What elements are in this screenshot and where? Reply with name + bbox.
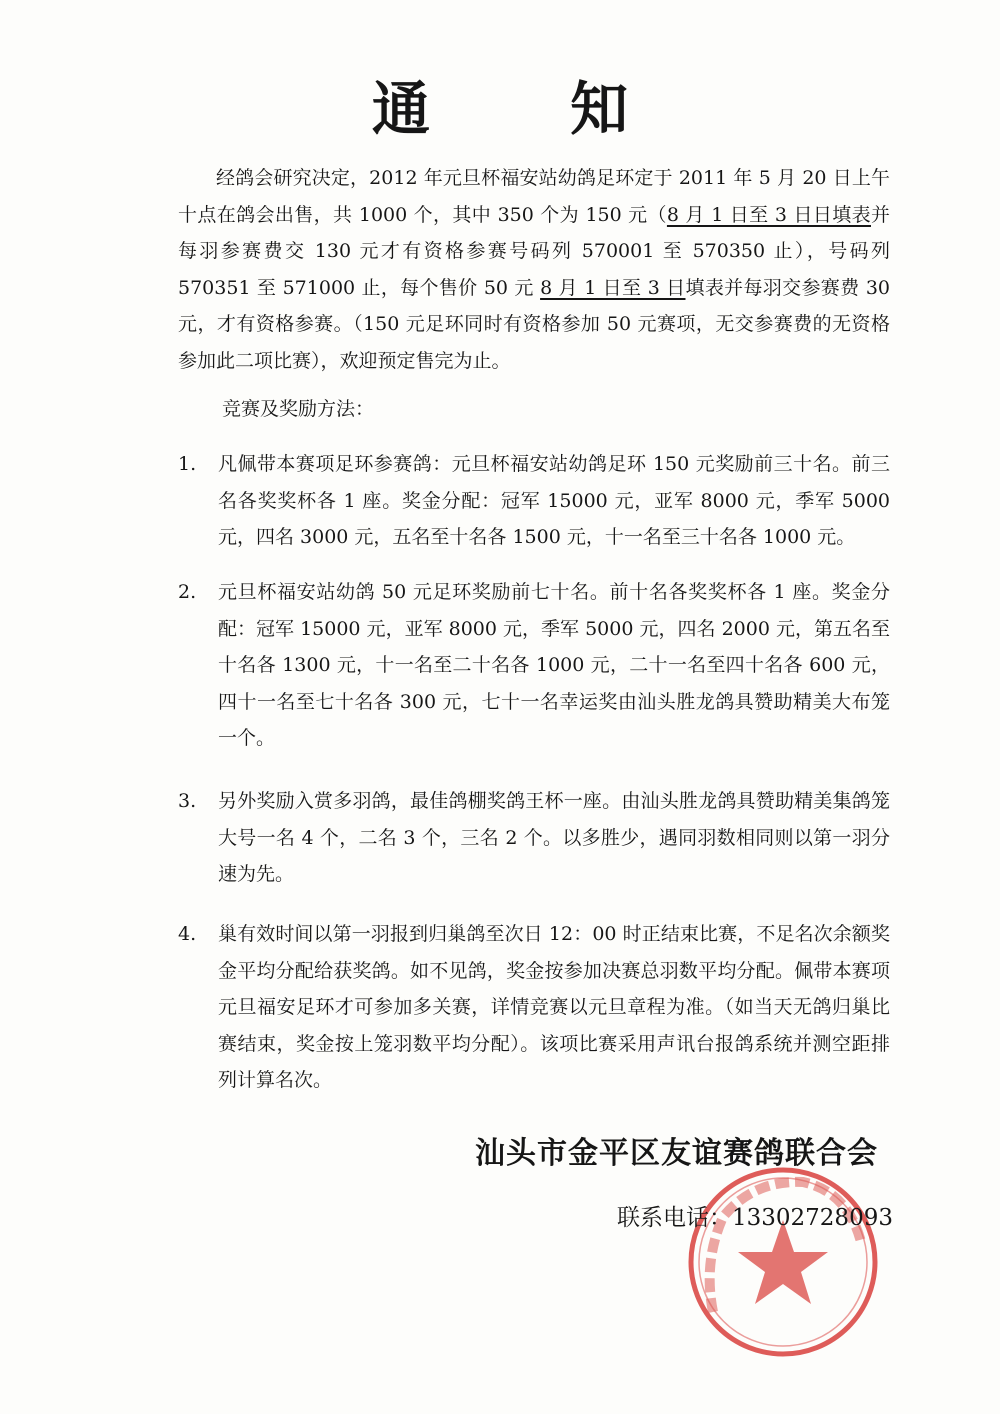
intro-paragraph (178, 160, 890, 379)
rule-number: 2. (178, 581, 197, 603)
organization-name: 汕头市金平区友谊赛鸽联合会 (475, 1136, 878, 1171)
rule-number: 1. (178, 453, 197, 475)
intro-text-3: 填表并每羽交参赛费 30 元，才有资格参赛。（150 元足环同时有资格参加 50 元赛项，无交参赛费的无资格参加此二项比赛），欢迎预定售完为止。 (178, 276, 890, 372)
intro-underline-2: 8 月 1 日至 3 日 (540, 276, 686, 299)
official-seal-stamp (683, 1162, 883, 1362)
rule-text: 元旦杯福安站幼鸽 50 元足环奖励前七十名。前十名各奖奖杯各 1 座。奖金分配：冠军 15000 元，亚军 8000 元，季军 5000 元，四名 2000 元，第五名至十名各 1300 元，十一名至二十名各 1000 元，二十一名至四十名各 600 元，四十一名至七十名各 300 元，七十一名幸运奖由汕头胜龙鸽具赞助精美大布笼一个。 (218, 581, 890, 749)
contact-phone: 联系电话：13302728093 (617, 1205, 893, 1231)
seal-star-icon (738, 1220, 828, 1304)
rule-item-3 (178, 783, 890, 893)
rule-text: 另外奖励入赏多羽鸽，最佳鸽棚奖鸽王杯一座。由汕头胜龙鸽具赞助精美集鸽笼大号一名 4 个，二名 3 个，三名 2 个。以多胜少，遇同羽数相同则以第一羽分速为先。 (218, 790, 890, 885)
rule-number: 4. (178, 923, 197, 945)
section-heading: 竞赛及奖励方法： (222, 398, 375, 420)
rule-item-4 (178, 916, 890, 1099)
rule-number: 3. (178, 790, 197, 812)
rule-item-2 (178, 574, 890, 757)
intro-underline-1: 8 月 1 日至 3 日日填表 (666, 203, 871, 226)
intro-text-1: 经鸽会研究决定，2012 年元旦杯福安站幼鸽足环定于 2011 年 5 月 20 日上午十点在鸽会出售，共 1000 个，其中 350 个为 150 元（ (178, 167, 890, 226)
rule-text: 巢有效时间以第一羽报到归巢鸽至次日 12：00 时正结束比赛，不足名次余额奖金平均分配给获奖鸽。如不见鸽，奖金按参加决赛总羽数平均分配。佩带本赛项元旦福安足环才可参加多关赛，详情竞赛以元旦章程为准。（如当天无鸽归巢比赛结束，奖金按上笼羽数平均分配）。该项比赛采用声讯台报鸽系统并测空距排列计算名次。 (218, 923, 890, 1091)
intro-text-2: 并每羽参赛费交 130 元才有资格参赛号码列 570001 至 570350 止），号码列 570351 至 571000 止，每个售价 50 元 (178, 203, 890, 299)
rule-text: 凡佩带本赛项足环参赛鸽：元旦杯福安站幼鸽足环 150 元奖励前三十名。前三名各奖奖杯各 1 座。奖金分配：冠军 15000 元，亚军 8000 元，季军 5000 元，四名 3000 元，五名至十名各 1500 元，十一名至三十名各 1000 元。 (218, 453, 890, 548)
page-title: 通 知 (371, 75, 689, 143)
rule-item-1 (178, 446, 890, 556)
